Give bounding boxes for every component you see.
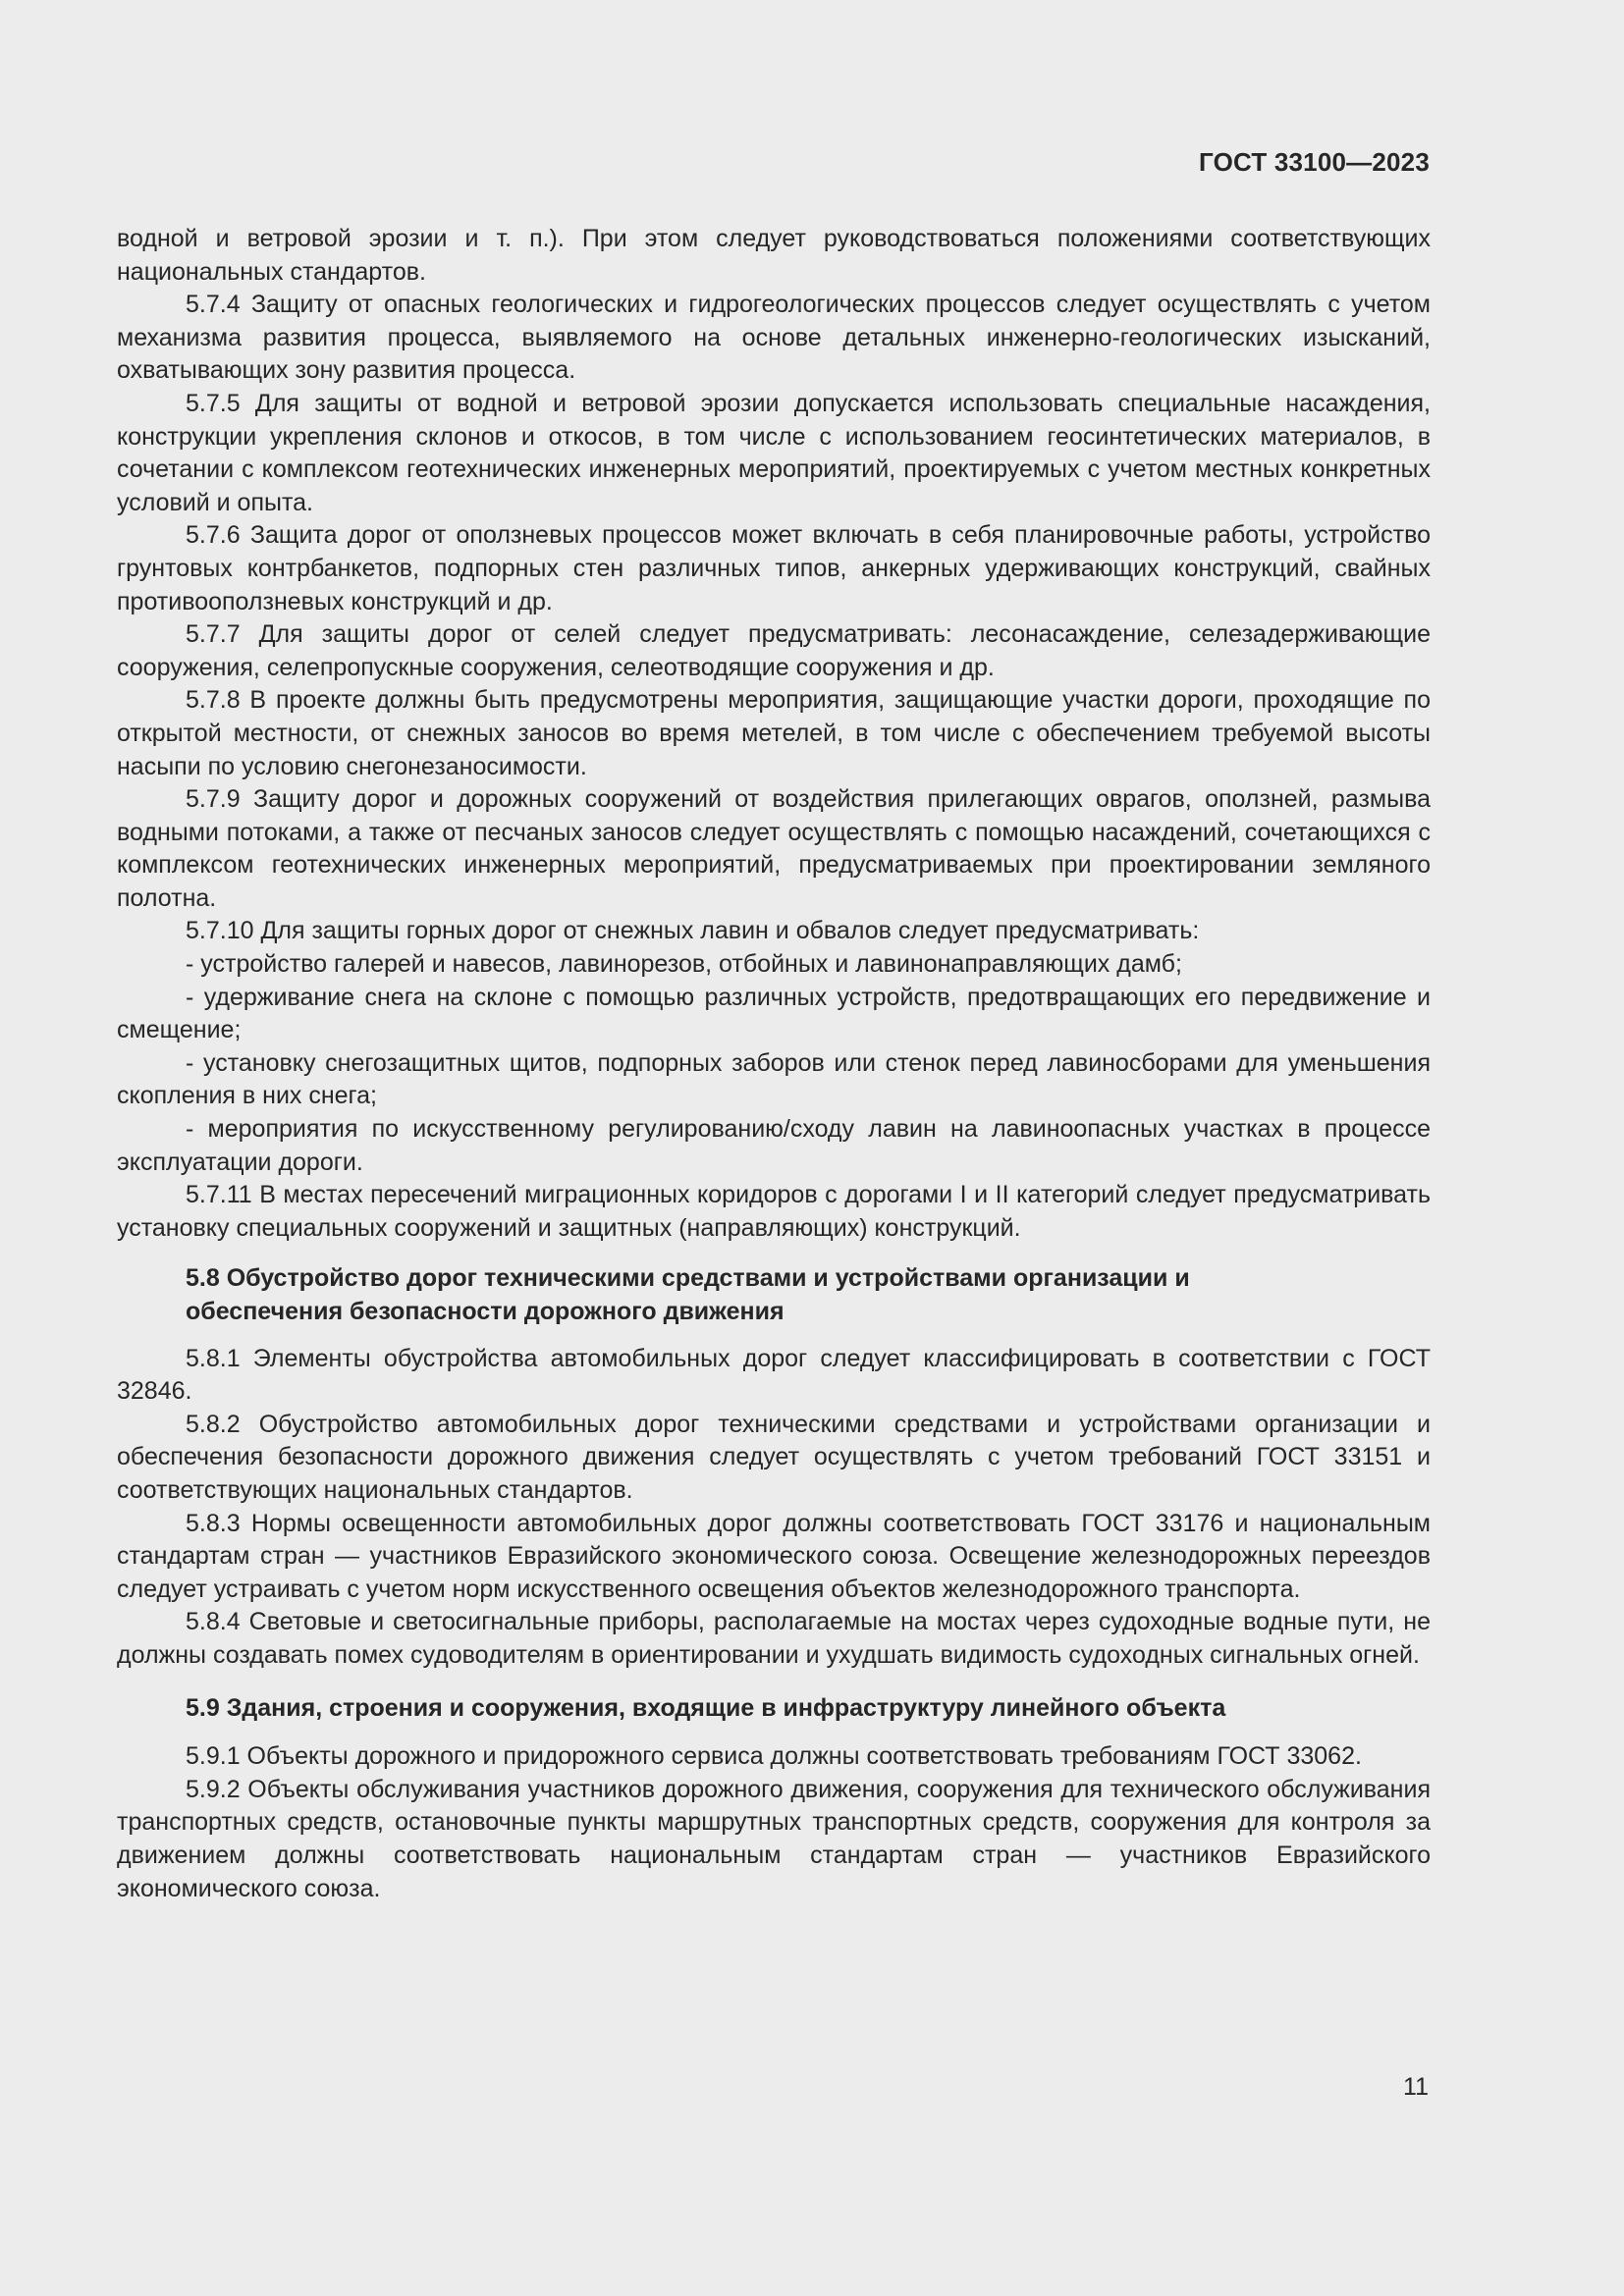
clause-5-8-2: 5.8.2 Обустройство автомобильных дорог техническими средствами и устройствами организации и обеспечения безопасности дорожного движения следует осуществлять с учетом требований ГОСТ 33151 и соответствующих национальных стандартов. <box>117 1410 1431 1504</box>
list-item: - устройство галерей и навесов, лавинорезов, отбойных и лавинонаправляющих дамб; <box>186 950 1182 979</box>
clause-5-7-8: 5.7.8 В проекте должны быть предусмотрены мероприятия, защищающие участки дороги, проходящие по открытой местности, от снежных заносов во время метелей, в том числе с обеспечением требуемой высоты насыпи по условию снегонезаносимости. <box>117 686 1431 780</box>
list-item: - удерживание снега на склоне с помощью различных устройств, предотвращающих его передвижение и смещение; <box>117 983 1431 1044</box>
section-heading-5-8: 5.8 Обустройство дорог техническими средствами и устройствами организации и обеспечения безопасности дорожного движения <box>186 1264 1190 1325</box>
clause-5-7-7: 5.7.7 Для защиты дорог от селей следует предусматривать: лесонасаждение, селезадерживающие сооружения, селепропускные сооружения, селеотводящие сооружения и др. <box>117 620 1431 681</box>
section-heading-5-9: 5.9 Здания, строения и сооружения, входящие в инфраструктуру линейного объекта <box>186 1693 1226 1722</box>
clause-5-7-9: 5.7.9 Защиту дорог и дорожных сооружений от воздействия прилегающих оврагов, оползней, размыва водными потоками, а также от песчаных заносов следует осуществлять с помощью насаждений, сочетающихся с комплексом геотехнических инженерных мероприятий, предусматриваемых при проектировании земляного полотна. <box>117 785 1431 912</box>
clause-5-7-4: 5.7.4 Защиту от опасных геологических и гидрогеологических процессов следует осуществлять с учетом механизма развития процесса, выявляемого на основе детальных инженерно-геологических изысканий, охватывающих зону развития процесса. <box>117 291 1431 385</box>
paragraph-continuation: водной и ветровой эрозии и т. п.). При этом следует руководствоваться положениями соответствующих национальных стандартов. <box>117 225 1431 286</box>
page-number: 11 <box>1403 2073 1429 2101</box>
standard-designation: ГОСТ 33100—2023 <box>1199 147 1430 177</box>
document-body <box>117 223 1431 1905</box>
clause-5-9-1: 5.9.1 Объекты дорожного и придорожного сервиса должны соответствовать требованиям ГОСТ 33062. <box>186 1742 1362 1771</box>
list-item: - мероприятия по искусственному регулированию/сходу лавин на лавиноопасных участках в процессе эксплуатации дороги. <box>117 1115 1431 1176</box>
clause-5-8-4: 5.8.4 Световые и светосигнальные приборы, располагаемые на мостах через судоходные водные пути, не должны создавать помех судоводителям в ориентировании и ухудшать видимость судоходных сигнальных огней. <box>117 1608 1431 1669</box>
clause-5-8-3: 5.8.3 Нормы освещенности автомобильных дорог должны соответствовать ГОСТ 33176 и национальным стандартам стран — участников Евразийского экономического союза. Освещение железнодорожных переездов следует устраивать с учетом норм искусственного освещения объектов железнодорожного транспорта. <box>117 1509 1431 1603</box>
clause-5-7-5: 5.7.5 Для защиты от водной и ветровой эрозии допускается использовать специальные насаждения, конструкции укрепления склонов и откосов, в том числе с использованием геосинтетических материалов, в сочетании с комплексом геотехнических инженерных мероприятий, проектируемых с учетом местных конкретных условий и опыта. <box>117 389 1431 516</box>
clause-5-7-11: 5.7.11 В местах пересечений миграционных коридоров с дорогами I и II категорий следует предусматривать установку специальных сооружений и защитных (направляющих) конструкций. <box>117 1181 1431 1242</box>
clause-5-8-1: 5.8.1 Элементы обустройства автомобильных дорог следует классифицировать в соответствии с ГОСТ 32846. <box>117 1344 1431 1406</box>
clause-5-7-6: 5.7.6 Защита дорог от оползневых процессов может включать в себя планировочные работы, устройство грунтовых контрбанкетов, подпорных стен различных типов, анкерных удерживающих конструкций, свайных противооползневых конструкций и др. <box>117 521 1431 615</box>
clause-5-7-10: 5.7.10 Для защиты горных дорог от снежных лавин и обвалов следует предусматривать: <box>186 917 1200 945</box>
clause-5-9-2: 5.9.2 Объекты обслуживания участников дорожного движения, сооружения для технического обслуживания транспортных средств, остановочные пункты маршрутных транспортных средств, сооружения для контроля за движением должны соответствовать национальным стандартам стран — участников Евразийского экономического союза. <box>117 1775 1431 1902</box>
list-item: - установку снегозащитных щитов, подпорных заборов или стенок перед лавиносборами для уменьшения скопления в них снега; <box>117 1048 1431 1110</box>
